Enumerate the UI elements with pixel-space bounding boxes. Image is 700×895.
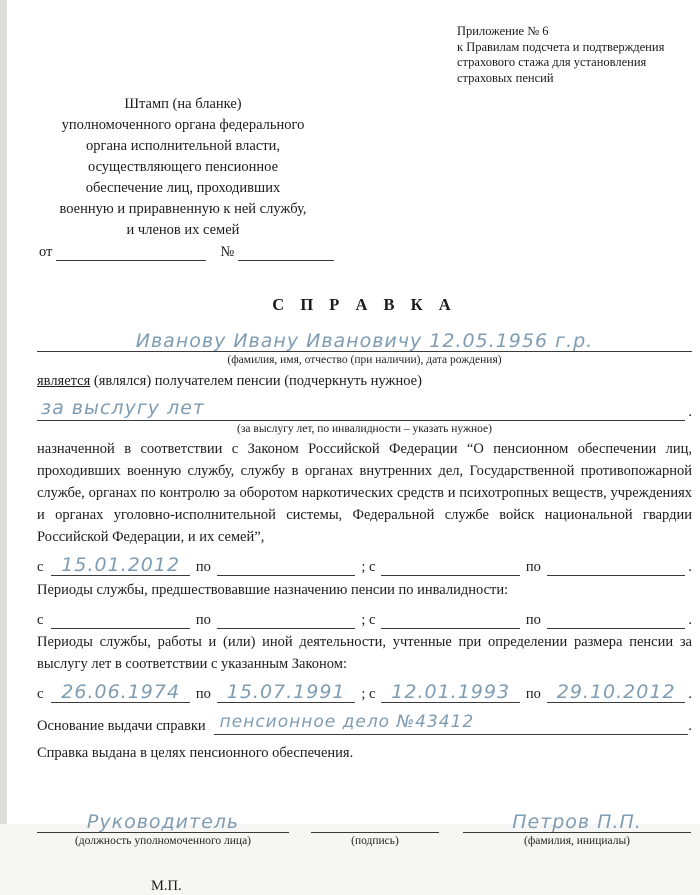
position-column [37, 808, 289, 848]
from-label: от [39, 244, 53, 260]
pension-period-row [37, 555, 692, 576]
period-start-field [381, 682, 519, 703]
date-handwritten: 26.06.1974 [61, 681, 181, 703]
disability-period-row [37, 608, 692, 629]
date-handwritten: 15.01.2012 [61, 554, 181, 576]
pension-type-underline [37, 398, 685, 421]
from-label: с [37, 612, 44, 628]
period-end-field [547, 555, 685, 576]
line-period: . [688, 686, 692, 702]
separator-from-label: ; с [361, 686, 376, 702]
period-start-field [381, 608, 519, 629]
stamp-line: Штамп (на бланке) [124, 96, 242, 112]
basis-line [37, 712, 692, 735]
service-period-row [37, 682, 692, 703]
status-rest: (являлся) получателем пенсии (подчеркнуть нужное) [90, 373, 422, 389]
separator-from-label: ; с [361, 559, 376, 575]
stamp-line: военную и приравненную к ней службу, [59, 201, 307, 217]
appendix-reference [457, 24, 695, 86]
stamp-place-abbr: М.П. [151, 878, 182, 894]
to-label: по [525, 612, 541, 628]
period-end-field [217, 682, 355, 703]
to-label: по [195, 612, 211, 628]
separator-from-label: ; с [361, 612, 376, 628]
document-title: С П Р А В К А [272, 295, 457, 314]
position-handwritten: Руководитель [86, 811, 240, 833]
signature-block [37, 808, 692, 848]
number-label: № [220, 244, 235, 260]
signature-line [311, 808, 439, 833]
appendix-line: страховых пенсий [457, 70, 554, 85]
pension-type-field [37, 398, 692, 421]
basis-label: Основание выдачи справки [37, 718, 206, 734]
surname-caption: (фамилия, инициалы) [523, 835, 631, 847]
date-handwritten: 15.07.1991 [226, 681, 346, 703]
to-label: по [195, 559, 211, 575]
status-line [37, 371, 692, 392]
line-period: . [688, 404, 692, 420]
appendix-line: Приложение № 6 [457, 24, 549, 38]
surname-column [463, 808, 691, 848]
period-start-field [51, 682, 189, 703]
period-start-field [51, 608, 189, 629]
stamp-line: обеспечение лиц, проходивших [85, 180, 281, 196]
period-start-field [51, 555, 189, 576]
date-handwritten: 29.10.2012 [556, 681, 676, 703]
period-end-field [547, 682, 685, 703]
to-label: по [525, 686, 541, 702]
pension-type-caption: (за выслугу лет, по инвалидности – указать нужное) [237, 423, 492, 435]
status-underlined-option: является [37, 373, 91, 389]
stamp-line: и членов их семей [126, 222, 240, 238]
issued-purpose-line: Справка выдана в целях пенсионного обеспечения. [37, 745, 354, 761]
recipient-name-field [37, 327, 692, 352]
date-number-line [37, 243, 337, 261]
signature-column [311, 808, 439, 848]
recipient-caption: (фамилия, имя, отчество (при наличии), дата рождения) [227, 354, 502, 366]
position-signature-line [37, 808, 289, 833]
position-caption: (должность уполномоченного лица) [74, 835, 252, 847]
line-period: . [688, 612, 692, 628]
basis-field [214, 712, 689, 735]
stamp-line: уполномоченного органа федерального [61, 117, 305, 133]
disability-periods-label: Периоды службы, предшествовавшие назначению пенсии по инвалидности: [37, 582, 509, 598]
period-end-field [217, 555, 355, 576]
basis-handwritten: пенсионное дело №43412 [219, 712, 475, 732]
law-paragraph: назначенной в соответствии с Законом Российской Федерации “О пенсионном обеспечении лиц, проходивших военную службу, службу в органах внутренних дел, Государственной противопожарной службе, органах по контролю за оборотом наркотических средств и психотропных веществ, учреждениях и органах уголовно-исполнительной системы, Федеральной службе войск национальной гвардии Российской Федерации, и их семей”, [37, 441, 692, 545]
period-start-field [381, 555, 519, 576]
stamp-block [37, 94, 329, 241]
to-label: по [195, 686, 211, 702]
stamp-line: органа исполнительной власти, [86, 138, 280, 154]
period-end-field [217, 608, 355, 629]
number-blank-field [238, 243, 334, 261]
to-label: по [525, 559, 541, 575]
surname-handwritten: Петров П.П. [512, 811, 642, 833]
from-label: с [37, 559, 44, 575]
stamp-line: осуществляющего пенсионное [87, 159, 279, 175]
signature-caption: (подпись) [351, 835, 399, 847]
date-blank-field [56, 243, 206, 261]
date-handwritten: 12.01.1993 [391, 681, 511, 703]
period-end-field [547, 608, 685, 629]
pension-type-handwritten: за выслугу лет [41, 397, 205, 419]
service-periods-label: Периоды службы, работы и (или) иной деятельности, учтенные при определении размера пенсии за выслугу лет в соответствии с указанным Законом: [37, 634, 692, 672]
appendix-line: к Правилам подсчета и подтверждения [457, 39, 665, 54]
surname-signature-line [463, 808, 691, 833]
line-period: . [688, 559, 692, 575]
appendix-line: страхового стажа для установления [457, 55, 647, 69]
from-label: с [37, 686, 44, 702]
recipient-name-handwritten: Иванову Ивану Ивановичу 12.05.1956 г.р. [135, 330, 594, 352]
line-period: . [688, 718, 692, 734]
